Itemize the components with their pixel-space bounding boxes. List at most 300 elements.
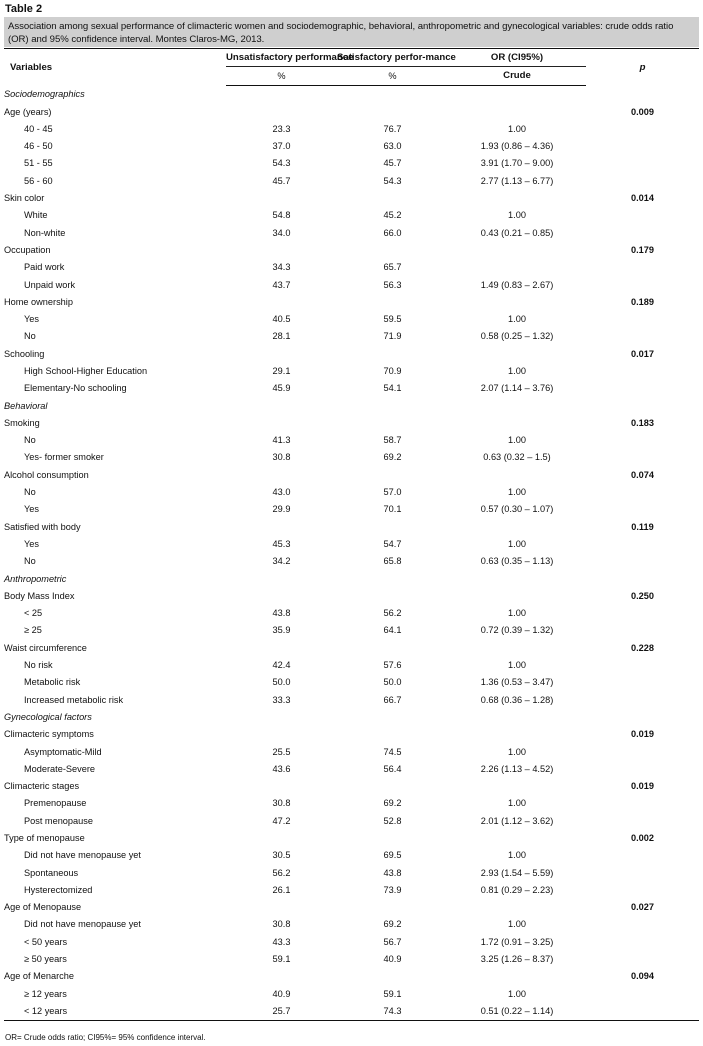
p-cell xyxy=(586,380,699,397)
p-cell xyxy=(586,847,699,864)
p-value: 0.027 xyxy=(631,902,654,913)
p-cell xyxy=(586,120,699,137)
or-value: 2.26 (1.13 – 4.52) xyxy=(480,763,554,774)
or-cell xyxy=(448,189,586,206)
category-label: Moderate-Severe xyxy=(24,763,95,774)
header-satisfactory: Satisfactory perfor-mance xyxy=(337,49,448,67)
or-value: 0.63 (0.32 – 1.5) xyxy=(483,452,551,463)
sat-value: 52.8 xyxy=(383,815,402,826)
unsat-cell xyxy=(226,639,337,656)
unsat-value: 59.1 xyxy=(272,954,291,965)
category-label: 51 - 55 xyxy=(24,158,53,169)
sat-value: 65.7 xyxy=(383,262,402,273)
unsat-value: 25.5 xyxy=(272,746,291,757)
or-value: 0.81 (0.29 – 2.23) xyxy=(480,884,554,895)
unsat-value: 45.9 xyxy=(272,383,291,394)
unsat-cell xyxy=(226,189,337,206)
or-value: 1.00 xyxy=(508,314,526,325)
or-value: 1.00 xyxy=(508,365,526,376)
variable-group-row xyxy=(4,189,699,206)
unsat-value: 43.8 xyxy=(272,608,291,619)
unsat-cell xyxy=(226,241,337,258)
variable-label: Occupation xyxy=(4,244,51,255)
unsat-value: 37.0 xyxy=(272,141,291,152)
or-value: 2.01 (1.12 – 3.62) xyxy=(480,815,554,826)
p-value: 0.009 xyxy=(631,106,654,117)
p-cell xyxy=(586,933,699,950)
sat-value: 73.9 xyxy=(383,884,402,895)
category-label: High School-Higher Education xyxy=(24,365,148,376)
variable-label: Age (years) xyxy=(4,106,52,117)
sat-value: 64.1 xyxy=(383,625,402,636)
or-value: 1.93 (0.86 – 4.36) xyxy=(480,141,554,152)
or-cell xyxy=(448,587,586,604)
category-label: < 25 xyxy=(24,608,43,619)
unsat-value: 40.9 xyxy=(272,988,291,999)
table-row xyxy=(4,207,699,224)
table-row xyxy=(4,950,699,967)
or-value: 1.36 (0.53 – 3.47) xyxy=(480,677,554,688)
category-label: Spontaneous xyxy=(24,867,79,878)
variable-label: Age of Menopause xyxy=(4,902,82,913)
table-row xyxy=(4,310,699,327)
category-label: No risk xyxy=(24,660,53,671)
or-value: 1.00 xyxy=(508,487,526,498)
p-value: 0.019 xyxy=(631,781,654,792)
or-value: 1.00 xyxy=(508,435,526,446)
unsat-value: 34.3 xyxy=(272,262,291,273)
sat-value: 40.9 xyxy=(383,954,402,965)
sat-cell xyxy=(337,570,448,587)
category-label: Unpaid work xyxy=(24,279,76,290)
p-cell xyxy=(586,881,699,898)
category-label: ≥ 50 years xyxy=(24,954,67,965)
table-row xyxy=(4,743,699,760)
p-cell xyxy=(586,310,699,327)
variable-label: Skin color xyxy=(4,193,45,204)
section-row xyxy=(4,708,699,725)
category-label: Yes xyxy=(24,314,39,325)
or-value: 1.49 (0.83 – 2.67) xyxy=(480,279,554,290)
or-cell xyxy=(448,103,586,120)
unsat-value: 23.3 xyxy=(272,123,291,134)
p-cell xyxy=(586,916,699,933)
section-label: Gynecological factors xyxy=(4,711,92,722)
unsat-cell xyxy=(226,414,337,431)
table-row xyxy=(4,172,699,189)
sat-cell xyxy=(337,829,448,846)
p-cell xyxy=(586,950,699,967)
unsat-value: 30.8 xyxy=(272,798,291,809)
header-crude: Crude xyxy=(448,67,586,85)
sat-value: 57.0 xyxy=(383,487,402,498)
or-value: 0.68 (0.36 – 1.28) xyxy=(480,694,554,705)
p-cell xyxy=(586,137,699,154)
unsat-value: 26.1 xyxy=(272,884,291,895)
table-row xyxy=(4,1002,699,1020)
or-cell xyxy=(448,726,586,743)
p-cell xyxy=(586,605,699,622)
p-value: 0.002 xyxy=(631,833,654,843)
sat-value: 59.5 xyxy=(383,314,402,325)
unsat-value: 25.7 xyxy=(226,1002,337,1020)
variable-group-row xyxy=(4,726,699,743)
sat-value: 74.5 xyxy=(383,746,402,757)
category-label: Hysterectomized xyxy=(24,884,93,895)
table-row xyxy=(4,760,699,777)
unsat-cell xyxy=(226,708,337,725)
unsat-value: 43.0 xyxy=(272,487,291,498)
table-row xyxy=(4,864,699,881)
or-value: 3.91 (1.70 – 9.00) xyxy=(480,158,554,169)
p-value: 0.250 xyxy=(631,590,654,601)
sat-value: 56.4 xyxy=(383,763,402,774)
or-cell xyxy=(448,639,586,656)
or-value: 0.57 (0.30 – 1.07) xyxy=(480,504,554,515)
sat-cell xyxy=(337,293,448,310)
table-row xyxy=(4,535,699,552)
table-row xyxy=(4,622,699,639)
sat-value: 45.2 xyxy=(383,210,402,221)
table-row xyxy=(4,933,699,950)
unsat-cell xyxy=(226,518,337,535)
sat-cell xyxy=(337,587,448,604)
or-value: 1.00 xyxy=(508,988,526,999)
p-cell xyxy=(586,155,699,172)
unsat-cell xyxy=(226,777,337,794)
unsat-value: 41.3 xyxy=(272,435,291,446)
table-row xyxy=(4,501,699,518)
variable-label: Climacteric symptoms xyxy=(4,729,94,740)
category-label: Paid work xyxy=(24,262,65,273)
sat-cell xyxy=(337,397,448,414)
sat-cell xyxy=(337,518,448,535)
variable-label: Satisfied with body xyxy=(4,521,81,532)
table-body xyxy=(4,85,699,1020)
unsat-value: 50.0 xyxy=(272,677,291,688)
table-row xyxy=(4,812,699,829)
sat-value: 54.7 xyxy=(383,538,402,549)
or-cell xyxy=(448,777,586,794)
or-cell xyxy=(448,829,586,846)
sat-value: 69.2 xyxy=(383,452,402,463)
variable-group-row xyxy=(4,414,699,431)
table-row xyxy=(4,380,699,397)
table-caption: Association among sexual performance of climacteric women and sociodemographic, behavioral, anthropometric and gynecological variables: crude odds ratio (OR) and 95% confidence interval. Montes Claros-MG, 2013. xyxy=(8,21,674,45)
variable-group-row xyxy=(4,241,699,258)
table-label: Table 2 xyxy=(5,3,43,15)
p-cell xyxy=(586,432,699,449)
table-row xyxy=(4,553,699,570)
p-cell xyxy=(586,691,699,708)
category-label: ≥ 25 xyxy=(24,625,42,636)
table-row xyxy=(4,691,699,708)
category-label: Post menopause xyxy=(24,815,93,826)
section-row xyxy=(4,397,699,414)
unsat-value: 30.8 xyxy=(272,452,291,463)
category-label: 56 - 60 xyxy=(24,175,53,186)
variable-group-row xyxy=(4,345,699,362)
sat-value: 69.2 xyxy=(383,798,402,809)
section-label: Anthropometric xyxy=(4,573,67,584)
p-cell xyxy=(586,85,699,103)
unsat-cell xyxy=(226,726,337,743)
p-cell xyxy=(586,449,699,466)
header-or: OR (CI95%) xyxy=(448,49,586,67)
variable-group-row xyxy=(4,518,699,535)
category-label: Did not have menopause yet xyxy=(24,919,141,930)
sat-value: 69.5 xyxy=(383,850,402,861)
or-value: 3.25 (1.26 – 8.37) xyxy=(480,954,554,965)
unsat-cell xyxy=(226,345,337,362)
p-cell xyxy=(586,224,699,241)
table-row xyxy=(4,120,699,137)
or-value: 2.93 (1.54 – 5.59) xyxy=(480,867,554,878)
section-label: Sociodemographics xyxy=(4,88,85,99)
category-label: Increased metabolic risk xyxy=(24,694,124,705)
p-value: 0.183 xyxy=(631,417,654,428)
p-cell xyxy=(586,535,699,552)
category-label: Yes- former smoker xyxy=(24,452,104,463)
table-row xyxy=(4,847,699,864)
unsat-cell xyxy=(226,103,337,120)
sat-value: 70.9 xyxy=(383,365,402,376)
footnote: OR= Crude odds ratio; CI95%= 95% confidence interval. xyxy=(5,1033,206,1042)
unsat-cell xyxy=(226,587,337,604)
unsat-cell xyxy=(226,397,337,414)
unsat-value: 29.9 xyxy=(272,504,291,515)
variable-group-row xyxy=(4,639,699,656)
p-cell xyxy=(586,1002,699,1020)
sat-cell xyxy=(337,639,448,656)
table-row xyxy=(4,449,699,466)
category-label: No xyxy=(24,556,36,567)
category-label: Did not have menopause yet xyxy=(24,850,141,861)
header-row xyxy=(4,49,699,67)
unsat-value: 43.3 xyxy=(272,936,291,947)
sat-cell xyxy=(337,414,448,431)
sat-cell xyxy=(337,708,448,725)
section-label: Behavioral xyxy=(4,400,48,411)
header-sat-unit: % xyxy=(337,67,448,85)
p-cell xyxy=(586,622,699,639)
category-label: < 50 years xyxy=(24,936,68,947)
p-cell xyxy=(586,501,699,518)
unsat-value: 30.5 xyxy=(272,850,291,861)
sat-value: 50.0 xyxy=(383,677,402,688)
or-cell xyxy=(448,899,586,916)
sat-value: 57.6 xyxy=(383,660,402,671)
p-cell xyxy=(586,259,699,276)
unsat-cell xyxy=(226,570,337,587)
sat-value: 66.0 xyxy=(383,227,402,238)
p-cell xyxy=(586,207,699,224)
or-value: 0.63 (0.35 – 1.13) xyxy=(480,556,554,567)
category-label: White xyxy=(24,210,48,221)
or-cell xyxy=(448,241,586,258)
p-cell xyxy=(586,760,699,777)
or-value: 1.00 xyxy=(508,798,526,809)
variable-label: Type of menopause xyxy=(4,833,85,843)
sat-value: 54.1 xyxy=(383,383,402,394)
table-row xyxy=(4,155,699,172)
p-value: 0.094 xyxy=(631,971,654,982)
p-cell xyxy=(586,864,699,881)
or-value: 1.00 xyxy=(508,919,526,930)
table-row xyxy=(4,985,699,1002)
or-value: 2.07 (1.14 – 3.76) xyxy=(480,383,554,394)
sat-cell xyxy=(337,241,448,258)
p-cell xyxy=(586,397,699,414)
p-cell xyxy=(586,795,699,812)
p-cell xyxy=(586,812,699,829)
variable-label: Schooling xyxy=(4,348,45,359)
variable-label: Home ownership xyxy=(4,296,73,307)
p-cell xyxy=(586,708,699,725)
table-row xyxy=(4,674,699,691)
table-row xyxy=(4,483,699,500)
p-value: 0.228 xyxy=(631,642,654,653)
or-value: 1.00 xyxy=(508,746,526,757)
unsat-cell xyxy=(226,85,337,103)
unsat-cell xyxy=(226,899,337,916)
or-cell xyxy=(448,85,586,103)
category-label: Yes xyxy=(24,538,39,549)
section-row xyxy=(4,85,699,103)
unsat-cell xyxy=(226,829,337,846)
p-cell xyxy=(586,553,699,570)
variable-label: Alcohol consumption xyxy=(4,469,89,480)
variable-label: Body Mass Index xyxy=(4,590,75,601)
sat-cell xyxy=(337,345,448,362)
p-value: 0.179 xyxy=(631,244,654,255)
variable-group-row xyxy=(4,587,699,604)
or-cell xyxy=(448,293,586,310)
p-value: 0.019 xyxy=(631,729,654,740)
sat-value: 71.9 xyxy=(383,331,402,342)
p-cell xyxy=(586,276,699,293)
sat-value: 56.2 xyxy=(383,608,402,619)
sat-value: 66.7 xyxy=(383,694,402,705)
header-unsat-unit: % xyxy=(226,67,337,85)
sat-cell xyxy=(337,466,448,483)
table-row xyxy=(4,605,699,622)
table-row xyxy=(4,276,699,293)
sat-value: 59.1 xyxy=(383,988,402,999)
variable-group-row xyxy=(4,777,699,794)
p-value: 0.074 xyxy=(631,469,654,480)
table-row xyxy=(4,432,699,449)
or-cell xyxy=(448,466,586,483)
p-cell xyxy=(586,656,699,673)
sat-value: 69.2 xyxy=(383,919,402,930)
unsat-value: 42.4 xyxy=(272,660,291,671)
section-row xyxy=(4,570,699,587)
sat-value: 65.8 xyxy=(383,556,402,567)
unsat-value: 29.1 xyxy=(272,365,291,376)
sat-value: 54.3 xyxy=(383,175,402,186)
or-value: 1.00 xyxy=(508,123,526,134)
p-cell xyxy=(586,362,699,379)
p-cell xyxy=(586,743,699,760)
sat-value: 56.7 xyxy=(383,936,402,947)
sat-cell xyxy=(337,777,448,794)
unsat-value: 33.3 xyxy=(272,694,291,705)
unsat-value: 43.6 xyxy=(272,763,291,774)
sat-value: 56.3 xyxy=(383,279,402,290)
table-row xyxy=(4,656,699,673)
sat-value: 74.3 xyxy=(337,1002,448,1020)
table-row xyxy=(4,362,699,379)
sat-value: 58.7 xyxy=(383,435,402,446)
sat-cell xyxy=(337,85,448,103)
header-p: p xyxy=(586,49,699,86)
sat-cell xyxy=(337,899,448,916)
header-unsatisfactory: Unsatisfactory performance xyxy=(226,49,337,67)
variable-group-row xyxy=(4,293,699,310)
unsat-value: 45.7 xyxy=(272,175,291,186)
or-cell xyxy=(448,397,586,414)
sat-value: 43.8 xyxy=(383,867,402,878)
variable-group-row xyxy=(4,899,699,916)
category-label: < 12 years xyxy=(4,1002,226,1020)
category-label: No xyxy=(24,435,36,446)
p-value: 0.014 xyxy=(631,193,654,204)
p-value: 0.017 xyxy=(631,348,654,359)
or-value: 0.51 (0.22 – 1.14) xyxy=(448,1002,586,1020)
table-row xyxy=(4,916,699,933)
variable-group-row xyxy=(4,829,699,846)
p-cell xyxy=(586,674,699,691)
unsat-cell xyxy=(226,293,337,310)
or-cell xyxy=(448,708,586,725)
unsat-cell xyxy=(226,466,337,483)
or-value: 1.72 (0.91 – 3.25) xyxy=(480,936,554,947)
p-cell xyxy=(586,483,699,500)
category-label: Metabolic risk xyxy=(24,677,81,688)
or-value: 0.43 (0.21 – 0.85) xyxy=(480,227,554,238)
header-variables: Variables xyxy=(4,49,226,86)
table-row xyxy=(4,137,699,154)
sat-value: 70.1 xyxy=(383,504,402,515)
unsat-cell xyxy=(226,968,337,985)
variable-group-row xyxy=(4,466,699,483)
or-cell xyxy=(448,518,586,535)
category-label: No xyxy=(24,331,36,342)
or-cell xyxy=(448,345,586,362)
table-row xyxy=(4,224,699,241)
category-label: Yes xyxy=(24,504,39,515)
p-cell xyxy=(586,328,699,345)
category-label: ≥ 12 years xyxy=(24,988,67,999)
sat-value: 63.0 xyxy=(383,141,402,152)
or-value: 0.72 (0.39 – 1.32) xyxy=(480,625,554,636)
p-cell xyxy=(586,172,699,189)
or-value xyxy=(448,259,586,276)
table-row xyxy=(4,795,699,812)
unsat-value: 35.9 xyxy=(272,625,291,636)
unsat-value: 34.2 xyxy=(272,556,291,567)
unsat-value: 28.1 xyxy=(272,331,291,342)
category-label: Premenopause xyxy=(24,798,87,809)
sat-cell xyxy=(337,968,448,985)
table-row xyxy=(4,881,699,898)
sat-cell xyxy=(337,103,448,120)
p-value: 0.189 xyxy=(631,296,654,307)
or-value: 1.00 xyxy=(508,538,526,549)
or-value: 1.00 xyxy=(508,660,526,671)
or-value: 1.00 xyxy=(508,210,526,221)
